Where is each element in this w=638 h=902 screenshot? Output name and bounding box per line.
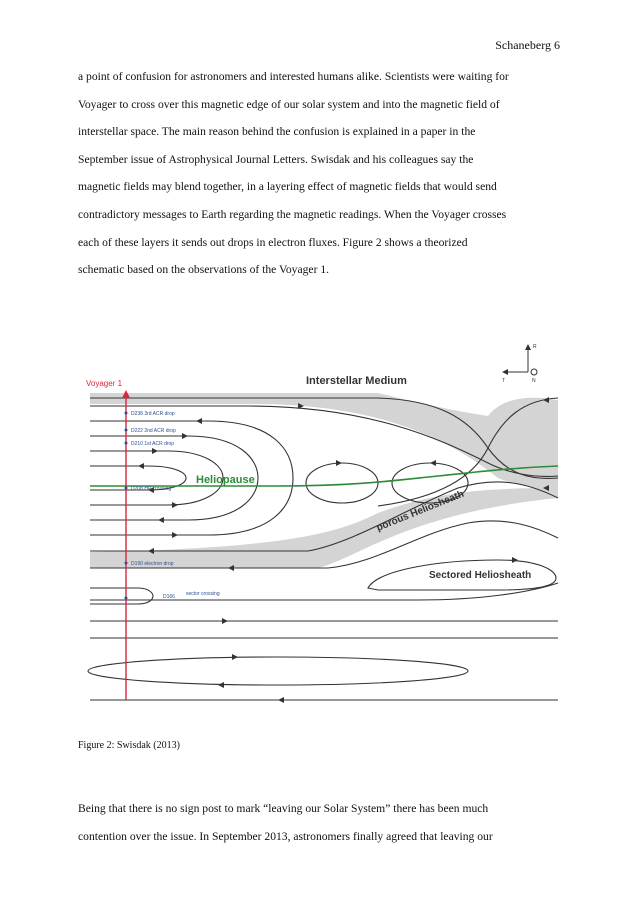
flow-arrow <box>138 463 144 469</box>
marker-label: D208 HP crossing <box>131 486 172 492</box>
axis-n-label: N <box>532 378 536 384</box>
text-line: Being that there is no sign post to mark “leaving our Solar System” there has been much <box>78 802 489 815</box>
text-line: contradictory messages to Earth regarding the magnetic readings. When the Voyager crosses <box>78 207 507 221</box>
flow-arrow <box>218 682 224 688</box>
running-head: Schaneberg 6 <box>495 38 560 52</box>
marker-dot <box>125 442 128 445</box>
sector-crossing-label: sector crossing <box>186 591 220 597</box>
marker-label: D210 1st ACR drop <box>131 441 175 447</box>
field-line <box>90 421 293 535</box>
body-paragraph-1 <box>78 63 568 284</box>
axis-t-arrow <box>502 369 508 375</box>
flow-arrow <box>172 502 178 508</box>
text-line: each of these layers it sends out drops in electron fluxes. Figure 2 shows a theorized <box>78 235 468 249</box>
flow-arrow <box>158 517 164 523</box>
field-line <box>90 583 558 600</box>
marker-label: D190 electron drop <box>131 561 174 567</box>
porous-heliosheath-label: porous Heliosheath <box>375 488 466 534</box>
flow-arrow <box>512 557 518 563</box>
heliopause-label: Heliopause <box>196 474 255 486</box>
axis-r-label: R <box>533 344 537 350</box>
schematic-svg <box>78 338 568 708</box>
flow-arrow <box>232 654 238 660</box>
text-line: interstellar space. The main reason behind the confusion is explained in a paper in the <box>78 125 476 139</box>
marker-dot <box>125 562 128 565</box>
lower-loop <box>88 657 468 685</box>
body-paragraph-2 <box>78 795 568 850</box>
flow-arrow <box>152 448 158 454</box>
axis-n-symbol <box>531 369 537 375</box>
marker-dot <box>125 597 128 600</box>
marker-dot <box>125 429 128 432</box>
flow-arrow <box>196 418 202 424</box>
interstellar-medium-label: Interstellar Medium <box>306 375 407 387</box>
voyager-label: Voyager 1 <box>86 379 123 388</box>
figure-caption: Figure 2: Swisdak (2013) <box>78 740 180 751</box>
text-line: a point of confusion for astronomers and interested humans alike. Scientists were waiting for <box>78 70 509 83</box>
sectored-heliosheath-label: Sectored Heliosheath <box>429 570 532 581</box>
text-line: magnetic fields may blend together, in a layering effect of magnetic fields that would send <box>78 180 497 194</box>
flow-arrow <box>222 618 228 624</box>
flow-arrow <box>336 460 342 466</box>
marker-label: D238 3rd ACR drop <box>131 411 175 417</box>
marker-dot <box>125 487 128 490</box>
flow-arrow <box>278 697 284 703</box>
flow-arrow <box>182 433 188 439</box>
figure-heliosheath-schematic <box>78 338 568 708</box>
marker-label: D222 2nd ACR drop <box>131 428 176 434</box>
marker-dot <box>125 412 128 415</box>
flow-arrow <box>172 532 178 538</box>
marker-label: D166 <box>163 594 175 600</box>
text-line: schematic based on the observations of the Voyager 1. <box>78 263 330 277</box>
sector-loop-small <box>90 588 153 604</box>
axis-t-label: T <box>502 378 506 384</box>
text-line: September issue of Astrophysical Journal Letters. Swisdak and his colleagues say the <box>78 152 474 166</box>
flow-arrow <box>430 460 436 466</box>
text-line: Voyager to cross over this magnetic edge of our solar system and into the magnetic field of <box>78 97 500 111</box>
axis-r-arrow <box>525 344 531 350</box>
text-line: contention over the issue. In September 2013, astronomers finally agreed that leaving our <box>78 829 493 843</box>
